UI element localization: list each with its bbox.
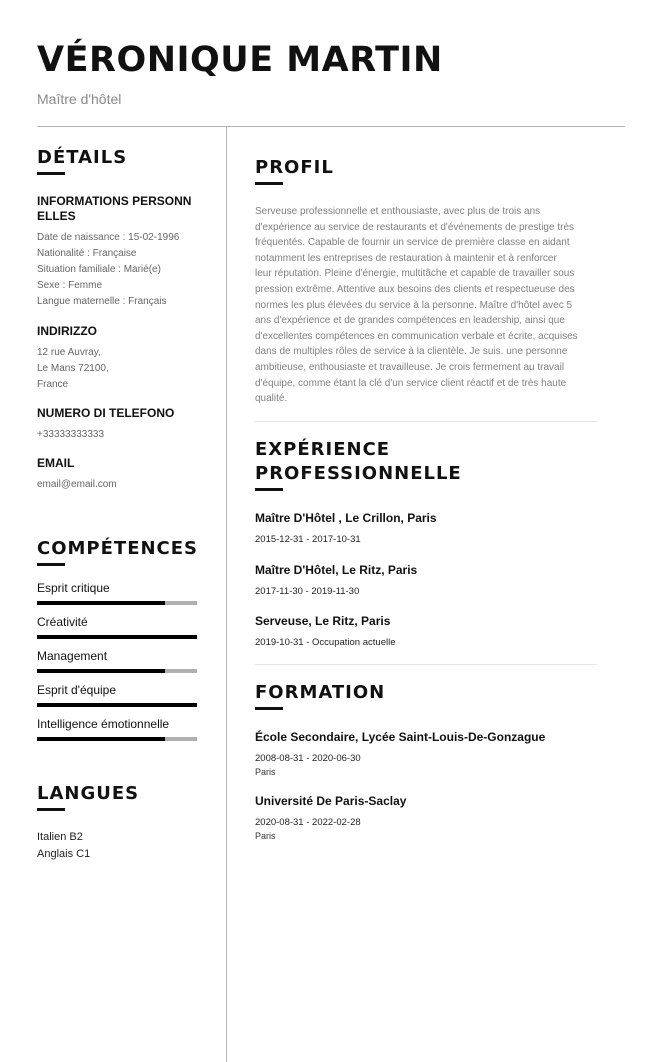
languages-title: LANGUES bbox=[37, 783, 140, 804]
education-title-text: École Secondaire, Lycée Saint-Louis-De-Gonzague bbox=[255, 729, 546, 744]
skill-item bbox=[37, 716, 209, 741]
personal-info-lines bbox=[37, 230, 209, 310]
skills-list bbox=[37, 580, 209, 741]
education-title: FORMATION bbox=[255, 681, 386, 703]
section-underline bbox=[37, 172, 65, 175]
phone-block bbox=[37, 406, 209, 443]
left-column bbox=[37, 146, 209, 863]
personal-info-title bbox=[37, 194, 209, 224]
address-line: Le Mans 72100, bbox=[37, 363, 109, 374]
experience-item bbox=[255, 563, 597, 599]
experience-title: EXPÉRIENCE PROFESSIONNELLE bbox=[255, 438, 462, 484]
education-item bbox=[255, 730, 597, 779]
candidate-name: VÉRONIQUE MARTIN bbox=[37, 40, 443, 80]
section-underline bbox=[37, 808, 65, 811]
experience-title-text: Maître D'Hôtel, Le Ritz, Paris bbox=[255, 562, 418, 577]
profile-line: fréquentés. Capable de fournir un service de première classe en aidant bbox=[255, 237, 570, 249]
experience-dates: 2015-12-31 - 2017-10-31 bbox=[255, 533, 361, 545]
skill-label: Intelligence émotionnelle bbox=[37, 717, 170, 731]
profile-title: PROFIL bbox=[255, 157, 334, 178]
birth-date: Date de naissance : 15-02-1996 bbox=[37, 232, 180, 243]
profile-section bbox=[255, 156, 597, 407]
language-item: Italien B2 bbox=[37, 831, 83, 843]
column-divider bbox=[226, 126, 227, 1062]
right-column bbox=[255, 156, 597, 843]
header-divider bbox=[37, 126, 625, 127]
skill-bar-fill bbox=[37, 635, 197, 639]
skill-label: Esprit d'équipe bbox=[37, 683, 117, 697]
education-title-text: Université De Paris-Saclay bbox=[255, 793, 407, 808]
phone-value[interactable]: +33333333333 bbox=[37, 429, 105, 440]
profile-text bbox=[255, 204, 597, 407]
education-item bbox=[255, 794, 597, 843]
section-underline bbox=[255, 707, 283, 710]
skill-bar bbox=[37, 703, 197, 707]
experience-title-text: Serveuse, Le Ritz, Paris bbox=[255, 613, 391, 628]
education-dates: 2020-08-31 - 2022-02-28 bbox=[255, 816, 361, 828]
skill-bar bbox=[37, 635, 197, 639]
education-dates: 2008-08-31 - 2020-06-30 bbox=[255, 752, 361, 764]
phone-title: NUMERO DI TELEFONO bbox=[37, 406, 175, 420]
experience-section bbox=[255, 438, 597, 650]
profile-line: d'expérience au service de restaurants et d'événements de prestige très bbox=[255, 221, 574, 233]
skill-item bbox=[37, 580, 209, 605]
experience-dates: 2019-10-31 - Occupation actuelle bbox=[255, 636, 396, 648]
experience-item bbox=[255, 614, 597, 650]
address-line: 12 rue Auvray, bbox=[37, 347, 101, 358]
languages-list bbox=[37, 829, 209, 863]
education-place: Paris bbox=[255, 830, 276, 841]
experience-title-text: Maître D'Hôtel , Le Crillon, Paris bbox=[255, 510, 437, 525]
profile-line: Serveuse professionnelle et enthousiaste, avec plus de trois ans bbox=[255, 206, 541, 217]
section-divider bbox=[255, 664, 597, 665]
candidate-job-title: Maître d'hôtel bbox=[37, 91, 122, 107]
skills-title: COMPÉTENCES bbox=[37, 538, 199, 559]
skill-bar bbox=[37, 737, 197, 741]
personal-info-block bbox=[37, 194, 209, 310]
details-section bbox=[37, 146, 209, 493]
profile-line: leur réputation. Pleine d'énergie, multitâche et capable de travailler sous bbox=[255, 268, 575, 280]
skill-label: Créativité bbox=[37, 615, 88, 629]
profile-line: ans d'expérience et de grandes compétences en leadership, ainsi que bbox=[255, 315, 565, 327]
address-title: INDIRIZZO bbox=[37, 324, 97, 338]
nationality: Nationalité : Française bbox=[37, 248, 137, 259]
experience-dates: 2017-11-30 - 2019-11-30 bbox=[255, 585, 360, 597]
education-section bbox=[255, 681, 597, 843]
profile-line: qualité. bbox=[255, 393, 288, 405]
section-underline bbox=[255, 182, 283, 185]
profile-line: normes les plus élevées du service à la personne. Maître d'hôtel avec 5 bbox=[255, 299, 573, 311]
profile-line: d'équipe, comme étant la clé d'un service client réactif et de très haute bbox=[255, 377, 567, 389]
profile-line: d'excellentes compétences en communication verbale et écrite, acquises bbox=[255, 330, 578, 342]
details-title: DÉTAILS bbox=[37, 147, 128, 168]
education-place: Paris bbox=[255, 766, 276, 777]
experience-item bbox=[255, 511, 597, 547]
skill-bar bbox=[37, 669, 197, 673]
address-block bbox=[37, 324, 209, 393]
personal-info-title-line2: ELLES bbox=[37, 209, 76, 223]
mother-tongue: Langue maternelle : Français bbox=[37, 296, 167, 307]
skill-label: Management bbox=[37, 649, 108, 663]
email-title: EMAIL bbox=[37, 456, 75, 470]
section-divider bbox=[255, 421, 597, 422]
profile-line: notamment les entreprises de restauration à maintenir et à renforcer bbox=[255, 252, 557, 264]
family-status: Situation familiale : Marié(e) bbox=[37, 264, 161, 275]
skill-item bbox=[37, 682, 209, 707]
profile-line: pression extrême. Attentive aux besoins des clients et respectueuse des bbox=[255, 283, 575, 295]
languages-section bbox=[37, 782, 209, 863]
section-underline bbox=[255, 488, 283, 491]
personal-info-title-line1: INFORMATIONS PERSONN bbox=[37, 194, 192, 208]
skill-item bbox=[37, 648, 209, 673]
email-block bbox=[37, 456, 209, 493]
skill-bar bbox=[37, 601, 197, 605]
address-line: France bbox=[37, 379, 69, 390]
skills-section bbox=[37, 537, 209, 741]
skill-bar-fill bbox=[37, 669, 165, 673]
profile-line: dans de multiples rôles de service à la clientèle. Je suis. une personne bbox=[255, 346, 568, 358]
skill-item bbox=[37, 614, 209, 639]
skill-bar-fill bbox=[37, 601, 165, 605]
resume-header bbox=[37, 38, 625, 107]
section-underline bbox=[37, 563, 65, 566]
language-item: Anglais C1 bbox=[37, 848, 91, 860]
email-value[interactable]: email@email.com bbox=[37, 479, 117, 490]
skill-bar-fill bbox=[37, 737, 165, 741]
gender: Sexe : Femme bbox=[37, 280, 103, 291]
skill-label: Esprit critique bbox=[37, 581, 110, 595]
skill-bar-fill bbox=[37, 703, 197, 707]
profile-line: ambitieuse, enthousiaste et travailleuse. Je crois fermement au travail bbox=[255, 361, 565, 373]
